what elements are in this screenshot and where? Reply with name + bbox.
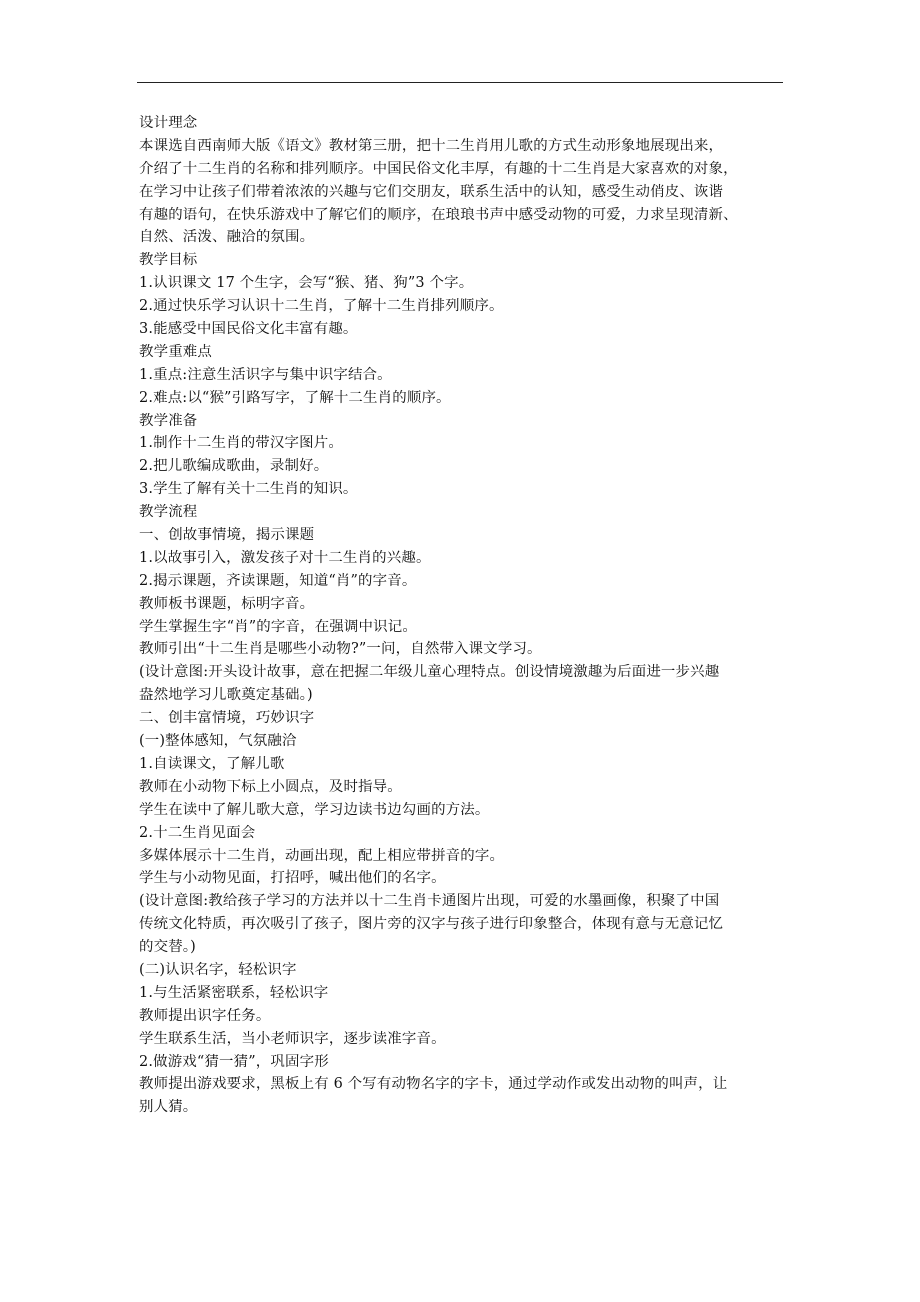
text-line: 2.揭示课题，齐读课题，知道“肖”的字音。 xyxy=(139,572,417,589)
text-line: 1.自读课文，了解儿歌 xyxy=(139,755,285,772)
text-line: 介绍了十二生肖的名称和排列顺序。中国民俗文化丰厚，有趣的十二生肖是大家喜欢的对象， xyxy=(139,160,738,177)
text-line: 教师在小动物下标上小圆点，及时指导。 xyxy=(139,778,402,795)
text-line: 在学习中让孩子们带着浓浓的兴趣与它们交朋友，联系生活中的认知，感受生动俏皮、诙谐 xyxy=(139,183,724,200)
text-line: 2.通过快乐学习认识十二生肖，了解十二生肖排列顺序。 xyxy=(139,298,504,315)
text-line: 2.难点:以“猴”引路写字，了解十二生肖的顺序。 xyxy=(139,389,451,406)
text-line: 有趣的语句，在快乐游戏中了解它们的顺序，在琅琅书声中感受动物的可爱，力求呈现清新、 xyxy=(139,206,738,223)
text-line: (二)认识名字，轻松识字 xyxy=(139,961,297,978)
text-line: 2.把儿歌编成歌曲，录制好。 xyxy=(139,458,329,475)
text-line: 本课选自西南师大版《语文》教材第三册，把十二生肖用儿歌的方式生动形象地展现出来， xyxy=(139,137,724,154)
text-line: 1.认识课文 17 个生字，会写“猴、猪、狗”3 个字。 xyxy=(139,275,474,292)
text-line: 学生在读中了解儿歌大意，学习边读书边勾画的方法。 xyxy=(139,801,490,818)
text-line: 多媒体展示十二生肖，动画出现，配上相应带拼音的字。 xyxy=(139,847,505,864)
text-line: 教学准备 xyxy=(139,412,198,429)
text-line: 1.以故事引入，激发孩子对十二生肖的兴趣。 xyxy=(139,549,431,566)
header-rule xyxy=(137,82,783,83)
text-line: 教师提出识字任务。 xyxy=(139,1007,271,1024)
text-line: 2.做游戏“猜一猜”，巩固字形 xyxy=(139,1053,329,1070)
text-line: 1.与生活紧密联系，轻松识字 xyxy=(139,984,329,1001)
text-line: (设计意图:教给孩子学习的方法并以十二生肖卡通图片出现，可爱的水墨画像，积聚了中国 xyxy=(139,893,720,910)
text-line: 设计理念 xyxy=(139,115,198,131)
text-line: 盎然地学习儿歌奠定基础。) xyxy=(139,687,313,704)
text-line: 学生掌握生字“肖”的字音，在强调中识记。 xyxy=(139,618,417,635)
text-line: 二、创丰富情境，巧妙识字 xyxy=(139,710,315,727)
text-line: 一、创故事情境，揭示课题 xyxy=(139,527,315,544)
text-line: 3.能感受中国民俗文化丰富有趣。 xyxy=(139,321,358,338)
document-body xyxy=(139,112,787,1119)
text-line: (设计意图:开头设计故事，意在把握二年级儿童心理特点。创设情境激趣为后面进一步兴趣 xyxy=(139,664,720,681)
text-line: 3.学生了解有关十二生肖的知识。 xyxy=(139,481,358,498)
text-line: 传统文化特质，再次吸引了孩子，图片旁的汉字与孩子进行印象整合，体现有意与无意记忆 xyxy=(139,916,724,933)
text-line: 学生与小动物见面，打招呼，喊出他们的名字。 xyxy=(139,870,446,887)
text-line: 学生联系生活，当小老师识字，逐步读准字音。 xyxy=(139,1030,446,1047)
text-line: 教师引出“十二生肖是哪些小动物?”一问，自然带入课文学习。 xyxy=(139,641,542,658)
text-line: 教师提出游戏要求，黑板上有 6 个写有动物名字的字卡，通过学动作或发出动物的叫声，让 xyxy=(139,1076,728,1093)
text-line: 1.制作十二生肖的带汉字图片。 xyxy=(139,435,343,452)
text-line: 的交替。) xyxy=(139,939,196,956)
text-line: 教学目标 xyxy=(139,252,198,269)
text-line: 自然、活泼、融洽的氛围。 xyxy=(139,229,315,246)
text-line: (一)整体感知，气氛融洽 xyxy=(139,733,297,750)
text-line: 2.十二生肖见面会 xyxy=(139,824,256,841)
text-line: 教学重难点 xyxy=(139,343,213,360)
text-line: 1.重点:注意生活识字与集中识字结合。 xyxy=(139,366,392,383)
text-line: 别人猜。 xyxy=(139,1099,198,1116)
text-line: 教学流程 xyxy=(139,504,198,521)
text-line: 教师板书课题，标明字音。 xyxy=(139,595,315,612)
